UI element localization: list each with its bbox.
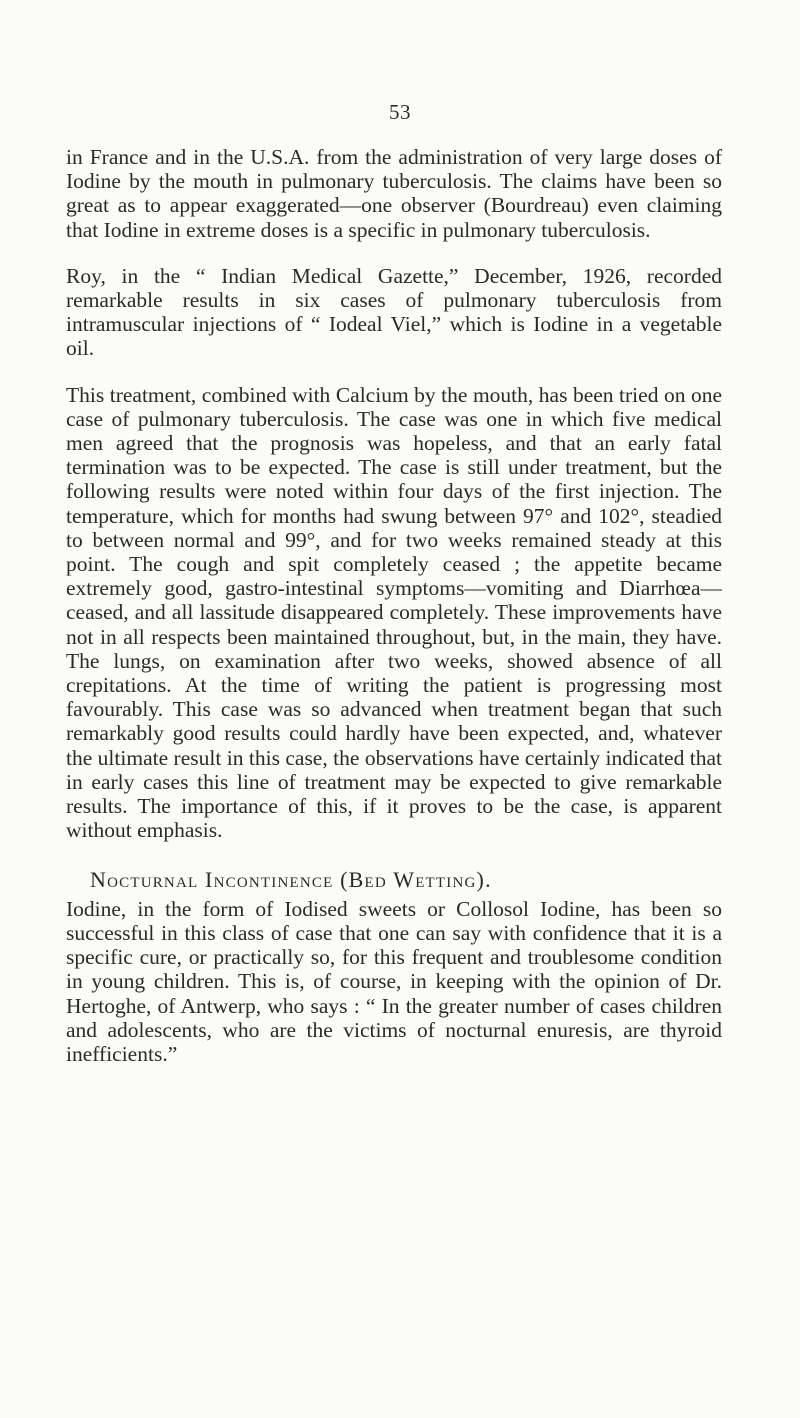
paragraph-nocturnal-incontinence: Iodine, in the form of Iodised sweets or Collosol Iodine, has been so successful in this class of case that one can say with confidence that it is a specific cure, or practically so, for this frequent and troublesome condition in young children. This is, of course, in keeping with the opinion of Dr. Hertoghe, of Antwerp, who says : “ In the greater number of cases children and adolescents, who are the victims of nocturnal enuresis, are thyroid inefficients.” bbox=[66, 896, 722, 1066]
paragraph-iodine-france-usa: in France and in the U.S.A. from the administration of very large doses of Iodine by the mouth in pulmonary tuberculosis. The claims have been so great as to appear exaggerated—one observer (Bourdreau) even claiming that Iodine in extreme doses is a specific in pulmonary tuberculosis. bbox=[66, 145, 722, 242]
paragraph-treatment-case-report: This treatment, combined with Calcium by the mouth, has been tried on one case of pulmonary tuberculosis. The case was one in which five medical men agreed that the prognosis was hopeless, and that an early fatal termination was to be expected. The case is still under treatment, but the following results were noted within four days of the first injection. The temperature, which for months had swung between 97° and 102°, steadied to between normal and 99°, and for two weeks remained steady at this point. The cough and spit completely ceased ; the appetite became extremely good, gastro-intestinal symptoms—vomiting and Diarrhœa—ceased, and all lassitude disappeared completely. These improvements have not in all respects been maintained throughout, but, in the main, they have. The lungs, on examination after two weeks, showed absence of all crepitations. At the time of writing the patient is progressing most favourably. This case was so advanced when treatment began that such remarkably good results could hardly have been expected, and, whatever the ultimate result in this case, the observations have certainly indicated that in early cases this line of treatment may be expected to give remarkable results. The importance of this, if it proves to be the case, is apparent without emphasis. bbox=[66, 382, 722, 843]
page-number: 53 bbox=[389, 100, 411, 124]
body-text bbox=[66, 145, 722, 1066]
paragraph-roy-indian-medical-gazette: Roy, in the “ Indian Medical Gazette,” December, 1926, recorded remarkable results in six cases of pulmonary tuberculosis from intramuscular injections of “ Iodeal Viel,” which is Iodine in a vegetable oil. bbox=[66, 263, 722, 361]
section-heading-nocturnal-incontinence: Nocturnal Incontinence (Bed Wetting). bbox=[90, 867, 492, 893]
